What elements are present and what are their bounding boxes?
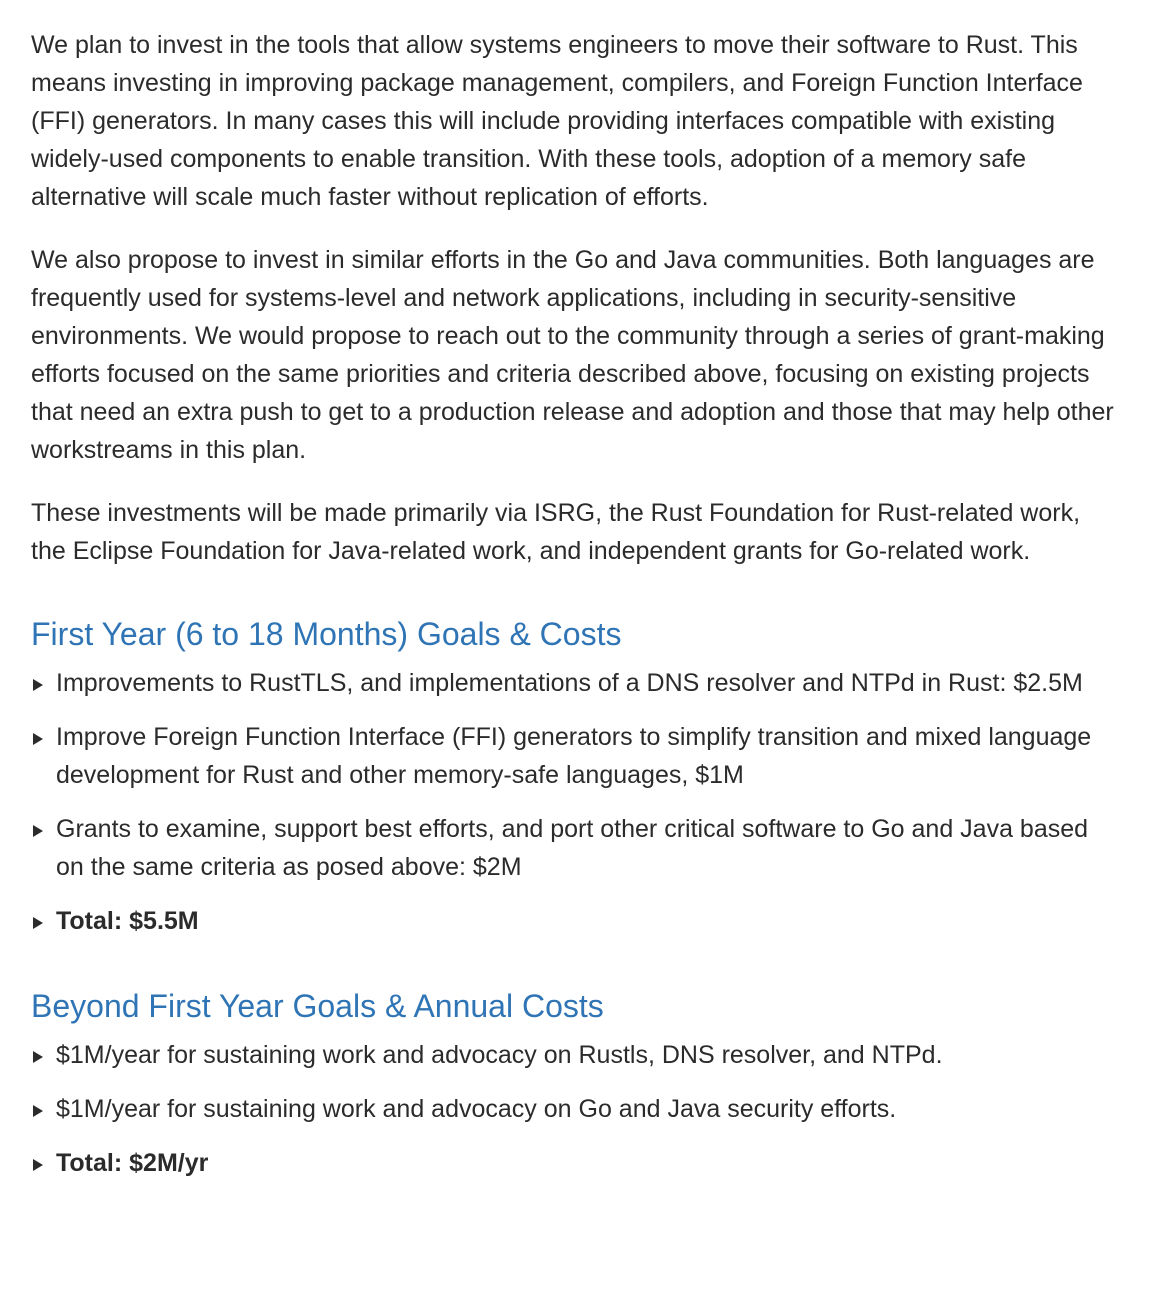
beyond-total <box>31 1144 1121 1182</box>
list-item-text: $1M/year for sustaining work and advocacy on Rustls, DNS resolver, and NTPd. <box>56 1041 943 1069</box>
beyond-first-year-heading: Beyond First Year Goals & Annual Costs <box>31 988 604 1024</box>
total-text: Total: $2M/yr <box>56 1149 209 1177</box>
list-item <box>31 718 1121 794</box>
paragraph-go-java-efforts: We also propose to invest in similar efforts in the Go and Java communities. Both languages are frequently used for systems-level and network applications, including in security-sensitive environments. We would propose to reach out to the community through a series of grant-making efforts focused on the same priorities and criteria described above, focusing on existing projects that need an extra push to get to a production release and adoption and those that may help other workstreams in this plan. <box>31 246 1114 464</box>
first-year-heading: First Year (6 to 18 Months) Goals & Costs <box>31 616 622 652</box>
list-item-text: Improvements to RustTLS, and implementations of a DNS resolver and NTPd in Rust: $2.5M <box>56 669 1083 697</box>
first-year-goals-list <box>31 664 1121 940</box>
bullet-arrow-icon <box>33 1105 43 1117</box>
paragraph-tools-investment: We plan to invest in the tools that allow systems engineers to move their software to Rust. This means investing in improving package management, compilers, and Foreign Function Interface (FFI) generators. In many cases this will include providing interfaces compatible with existing widely-used components to enable transition. With these tools, adoption of a memory safe alternative will scale much faster without replication of efforts. <box>31 31 1083 211</box>
list-item <box>31 1036 1121 1074</box>
total-text: Total: $5.5M <box>56 907 199 935</box>
bullet-arrow-icon <box>33 1159 43 1171</box>
bullet-arrow-icon <box>33 825 43 837</box>
list-item-text: $1M/year for sustaining work and advocacy on Go and Java security efforts. <box>56 1095 897 1123</box>
beyond-goals-list <box>31 1036 1121 1182</box>
list-item <box>31 810 1121 886</box>
list-item <box>31 1090 1121 1128</box>
list-item-text: Improve Foreign Function Interface (FFI) generators to simplify transition and mixed language development for Rust and other memory-safe languages, $1M <box>56 723 1092 789</box>
list-item-text: Grants to examine, support best efforts, and port other critical software to Go and Java based on the same criteria as posed above: $2M <box>56 815 1089 881</box>
bullet-arrow-icon <box>33 733 43 745</box>
bullet-arrow-icon <box>33 1051 43 1063</box>
bullet-arrow-icon <box>33 679 43 691</box>
document-body <box>31 26 1121 1198</box>
list-item <box>31 664 1121 702</box>
bullet-arrow-icon <box>33 917 43 929</box>
first-year-total <box>31 902 1121 940</box>
paragraph-investment-channels: These investments will be made primarily via ISRG, the Rust Foundation for Rust-related work, the Eclipse Foundation for Java-related work, and independent grants for Go-related work. <box>31 499 1081 565</box>
